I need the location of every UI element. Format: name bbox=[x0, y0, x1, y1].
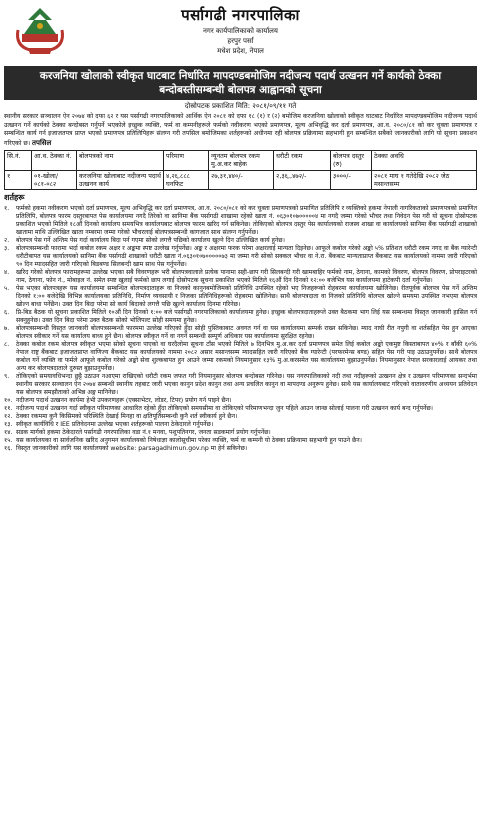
condition-text: ठेक्का कबोल रकम बोलपत्र स्वीकृत भएमा सोको सूचना पाएको वा घरदैलोमा सूचना टाँस भएको मितिले ७ दिनभित्र मु.अ.कर दर्ता प्रमाणपत्र समेत लिई कबोल अङ्को एकमुष्ट किस्ताबापत ४०% र बाँकी ६०% नेपाल राष्ट्र बैंकबाट इजाजतप्राप्त वाणिज्य बैंकबाट यस कार्यालयको नाममा २०८२ असार मसान्तसम्म म्यादसहित जारी गरिएको बैंक ग्यारेन्टी (परफरमेन्स बण्ड) सहित पेस गरी पाइ उठाउनुपर्नेछ। साथै बोलपत्र कबोल गर्ने व्यक्ति वा फर्मले आफूले कबोल गरेको अङ्को सेवा शुल्कबापत हुन आउने जम्मा रकमको नियमानुसार १३% मु.अ.करसमेत यस कार्यालयमा बुझाउनुपर्नेछ। नियमानुसार नेपाल सरकारलाई आयकर तथा अन्य कर बोलपत्रदाताले दुरुस्त बुझाउनुपर्नेछ। bbox=[16, 340, 477, 372]
condition-text: बोलपत्र पेस गर्ने अन्तिम पेस गर्दा कार्यालय बिदा पर्न गएमा सोको लगत्तै पछिको कार्यालय खुल्ने दिन उल्लिखित कार्य हुनेछ। bbox=[16, 236, 285, 244]
condition-item bbox=[4, 285, 477, 309]
table-header: सि.नं. bbox=[5, 150, 32, 170]
office-address: हरपुर पर्सा bbox=[227, 36, 254, 45]
table-cell: करजनिया खोलाबाट नदीजन्य पदार्थ उत्खनन कार्य bbox=[77, 170, 164, 190]
condition-number: ७. bbox=[4, 324, 10, 332]
table-cell: ४,२६,८८८ घनफिट bbox=[164, 170, 209, 190]
condition-text: सडक मार्गको हकमा ठेकेदारले पर्सागढी नगरपालिका वडा नं.१ मनवा, पशुपतिनगर, जनता सडकमार्ग प्रयोग गर्नुपर्नेछ। bbox=[16, 428, 271, 436]
office-province: मधेश प्रदेश, नेपाल bbox=[217, 46, 264, 55]
condition-item bbox=[4, 237, 477, 245]
table-cell: २,३६,,४७२/- bbox=[274, 170, 331, 190]
table-header: धरौटी रकम bbox=[274, 150, 331, 170]
condition-number: ५. bbox=[4, 284, 10, 292]
table-cell: ०१-खोला/०८१-०८२ bbox=[32, 170, 77, 190]
condition-item bbox=[4, 325, 477, 341]
table-cell: २७,३१,४४०/- bbox=[209, 170, 274, 190]
condition-item bbox=[4, 341, 477, 373]
condition-number: १०. bbox=[4, 396, 13, 404]
condition-text: प्रि-बिड बैठक यो सूचना प्रकाशित मितिले १०औं दिन दिनको १:०० बजे पर्सागढी नगरपालिकाको कार्यालयमा हुनेछ। इच्छुक बोलपत्रदाताहरूले उक्त बैठकमा भाग लिई यस सम्बन्धमा विस्तृत जानकारी हासिल गर्न सक्नुहुनेछ। उक्त दिन बिदा परेमा उक्त बैठक सोको भोलिपल्ट सोही समयमा हुनेछ। bbox=[16, 308, 477, 324]
intro-paragraph bbox=[4, 113, 477, 148]
tapasil-label: तपसिल bbox=[32, 138, 52, 147]
condition-text: खरिद गरेको बोलपत्र फारामहरूमा उल्लेख भएका सबै विवरणहरू भरी बोलपत्रवालाले प्रत्येक पानामा सही-छाप गरी सिलबन्दी गरी खामबाहिर फर्मको नाम, ठेगाना, कामको विवरण, बोलपत्र विवरण, प्रोपराइटरको नाम, ठेगाना, फोन नं., मोबाइल नं. समेत स्पष्ट खुलाई फर्मको छाप लगाई दोस्रोपटक सूचना प्रकाशित भएको मितिले १६औं दिन दिनको १२:०० बजेभित्र यस कार्यालयमा हाटेकपी दर्ता गर्नुपर्नेछ। bbox=[16, 268, 477, 284]
condition-item bbox=[4, 429, 477, 437]
table-header: परिमाण bbox=[164, 150, 209, 170]
table-header-row bbox=[5, 150, 477, 170]
condition-item bbox=[4, 309, 477, 325]
condition-text: स्वीकृत कार्यविधि र IEE प्रतिवेदनमा उल्लेख भएका शर्तहरूको पालना ठेकेदारले गर्नुपर्नेछ। bbox=[16, 420, 214, 428]
condition-item bbox=[4, 245, 477, 269]
nepal-emblem-icon bbox=[12, 4, 68, 56]
condition-number: ४. bbox=[4, 268, 10, 276]
publication-date: दोस्रोपटक प्रकाशित मिति: २०८१/०९/११ गते bbox=[184, 102, 297, 111]
page-title: पर्सागढी नगरपालिका bbox=[181, 6, 300, 24]
notice-page bbox=[4, 0, 477, 824]
condition-number: १२. bbox=[4, 412, 13, 420]
condition-number: ११. bbox=[4, 404, 13, 412]
condition-number: १४. bbox=[4, 428, 13, 436]
condition-item bbox=[4, 413, 477, 421]
condition-item bbox=[4, 405, 477, 413]
condition-number: २. bbox=[4, 236, 10, 244]
table-row bbox=[5, 170, 477, 190]
table-header: बोलपत्र दस्तुर (रु) bbox=[331, 150, 372, 170]
conditions-list bbox=[4, 205, 477, 453]
condition-number: ८. bbox=[4, 340, 10, 348]
table-cell: २०८१ माघ १ गतेदेखि २०८२ जेठ मसान्तसम्म bbox=[372, 170, 477, 190]
condition-text: ठेक्का रकममा कुनै किसिमको परिस्थिति देखाई मिनहा वा क्षतिपूर्तिसम्बन्धी कुनै शर्त स्वीकार्य हुने छैन। bbox=[16, 412, 238, 420]
condition-text: यस कार्यालयका वा सार्वजनिक खरिद अनुगमन कार्यालयको निषेधाज्ञा कालोसूचीमा परेका व्यक्ति, फर्म वा कम्पनी यो ठेक्का प्रक्रियामा सहभागी हुन पाउने छैन। bbox=[16, 436, 362, 444]
condition-item bbox=[4, 445, 477, 453]
condition-number: १६. bbox=[4, 444, 13, 452]
table-header: आ.व. ठेक्का नं. bbox=[32, 150, 77, 170]
condition-number: १. bbox=[4, 204, 10, 212]
intro-text: स्थानीय सरकार सञ्चालन ऐन २०७४ को दफा ६२ र यस पर्सागढी नगरपालिकाको आर्थिक ऐन २०८१ को दफा १८ (१) र (२) बमोजिम करजनिया खोलाको स्वीकृत घाटबाट निर्धारित मापदण्डबमोजिम नदीजन्य पदार्थ उत्खनन गर्ने कार्यको ठेक्का बन्दोबस्त गर्नुपर्ने भएकोले इच्छुक व्यक्ति, फर्म वा कम्पनीहरूले फर्मको नवीकरण भएको प्रमाणपत्र, मूल्य अभिवृद्धि कर दर्ता प्रमाणपत्र, आ.व. २०८०/८१ को कर चुक्ता प्रमाणपत्र र सम्बन्धित कार्य गर्न इजाजतपत्र प्राप्त भएको प्रमाणपत्र प्रतिलिपिहरू संलग्न गरी तपसिल बमोजिमका शर्तहरूको अधीनमा रही बोलपत्र प्रक्रियामा सहभागी हुन सम्बन्धित सबैको जानकारीको लागि यो सूचना प्रकाशन गरिएको छ। bbox=[4, 113, 477, 147]
condition-text: नदीजन्य पदार्थ उत्खनन कार्यमा हेभी उपकरणहरू (एक्साभेटर, लोडर, टिपर) प्रयोग गर्न पाइने छैन। bbox=[16, 396, 232, 404]
condition-item bbox=[4, 437, 477, 445]
condition-item bbox=[4, 421, 477, 429]
notice-banner: करजनिया खोलाको स्वीकृत घाटबाट निर्धारित मापदण्डबमोजिम नदीजन्य पदार्थ उत्खनन गर्ने कार्यको ठेक्का बन्दोबस्तीसम्बन्धी बोलपत्र आह्वानको सूचना bbox=[4, 66, 477, 100]
condition-text: विस्तृत जानकारीको लागि यस कार्यालयको website: parsagadhimun.gov.np मा हेर्न सकिनेछ। bbox=[16, 444, 248, 452]
condition-item bbox=[4, 205, 477, 237]
table-cell: १ bbox=[5, 170, 32, 190]
office-name: नगर कार्यपालिकाको कार्यालय bbox=[203, 26, 278, 35]
condition-text: बोलपत्रसम्बन्धी विस्तृत जानकारी बोलपत्रसम्बन्धी फारममा उल्लेख गरिएको हुँदा सोही पुस्तिकाबाट अवगत गर्न वा यस कार्यालयमा सम्पर्क राख्न सकिनेछ। म्याद नाघी रीत नपुगी वा शर्तसहित पेस हुन आएका बोलपत्र स्वीकार गर्ने यस कार्यालय बाध्य हुने छैन। बोलपत्र स्वीकृत गर्ने वा नगर्ने सम्बन्धी सम्पूर्ण अधिकार यस कार्यालयमा सुरक्षित रहनेछ। bbox=[16, 324, 477, 340]
condition-number: ३. bbox=[4, 244, 10, 252]
condition-text: पेस भएका बोलपत्रहरू यस कार्यालयमा सम्बन्धित बोलपत्रदाताहरू वा निजको कानुनबमोजिमको प्रतिनिधि उपस्थित रहेको भए निजहरूको रोहबरमा कार्यालयमा खोलिनेछ। रीतपूर्वक बोलपत्र पेस गर्ने अन्तिम दिनको १:०० बजेदेखि विभिन्न कार्यालयका प्रतिनिधि, निर्माण व्यवसायी र निजका प्रतिनिधिहरूको रोहबरमा खोलिनेछ। साथै बोलपत्रदाता वा निजको प्रतिनिधि बोलपत्र खोल्ने समयमा उपस्थित नभएमा बोलपत्र खोल्न बाधा पर्नेछैन। उक्त दिन बिदा परेमा सो कार्य बिदाको लगत्तै पछि खुल्ने कार्यालय दिनमा गरिनेछ। bbox=[16, 284, 477, 308]
condition-number: ६. bbox=[4, 308, 10, 316]
conditions-heading: शर्तहरू bbox=[4, 193, 25, 203]
table-cell: ३०००/- bbox=[331, 170, 372, 190]
condition-item bbox=[4, 373, 477, 397]
table-header: न्यूनतम बोलपत्र रकम मु.अ.कर बाहेक bbox=[209, 150, 274, 170]
table-header: ठेक्का अवधि bbox=[372, 150, 477, 170]
condition-number: १३. bbox=[4, 420, 13, 428]
condition-text: तोकिएको समयावधिभन्दा छुट्टै उठाउन नआएमा राखिएको धरौटी रकम जफत गरी नियमानुसार बोलपत्र बन्दोबस्त गरिनेछ। यस नगरपालिकाको नदी तथा नदीहरूको उत्खनन क्षेत्र र उत्खनन परिमाणका सन्दर्भमा स्थानीय सरकार सञ्चालन ऐन २०७४ सम्बन्धी स्थानीय तहबाट जारी भएका कानुन प्रदेश कानुन तथा अन्य प्रचलित कानुन वा मापदण्ड अनुरूप हुनेछ। साथै यस कार्यालयबाट गरिएको वातावरणीय अध्ययन प्रतिवेदन यस बोलपत्र समझौताको अभिन्न अङ्ग मानिनेछ। bbox=[16, 372, 477, 396]
header bbox=[4, 0, 477, 64]
condition-item bbox=[4, 397, 477, 405]
condition-text: बोलपत्रसम्बन्धी फारामा भर्दा कबोल रकम अक्षर र अङ्कमा स्पष्ट उल्लेख गर्नुपर्नेछ। अङ्क र अक्षरमा फरक परेमा अक्षरलाई मान्यता दिइनेछ। आफूले कबोल गरेको अङ्को ५% प्रतिशत धरौटी रकम नगद वा बैंक ग्यारेन्टी धरौटीबापत यस कार्यालयको सानिमा बैंक पर्सागढी शाखाको धरौटी खाता नं.०६३०१०७०००००७३ मा जम्मा गरी सोको सक्कल भौचर वा ने.रा. बैंकबाट मान्यताप्राप्त बैंकबाट यस कार्यालयको नाममा जारी गरिएको ९० दिन म्यादसहित जारी गरिएको बिडबण्ड सिलबन्दी खाम साथ पेस गर्नुपर्नेछ। bbox=[16, 244, 477, 268]
condition-item bbox=[4, 269, 477, 285]
condition-text: फर्मको हकमा नवीकरण भएको दर्ता प्रमाणपत्र, मूल्य अभिवृद्धि कर दर्ता प्रमाणपत्र, आ.व. २०८०/०८१ को कर चुक्ता प्रमाणपत्रको प्रमाणित प्रतिलिपि र व्यक्तिको हकमा नेपाली नागरिकताको प्रमाणपत्रको प्रमाणित प्रतिलिपि, बोलपत्र फारम दस्तुरबापत पेस कार्यालयमा नगदै तिरेको वा सानिमा बैंक पर्सागढी शाखामा रहेको खाता नं. ०६३०१०७०००००४ मा नगदै जम्मा गरेको भौचर तथा निवेदन पेस गरी यो सूचना दोस्रोपटक प्रकाशित भएको मितिले १८औं दिनको कार्यालय समयभित्र कार्यालयबाट बोलपत्र फारम खरिद गर्न सकिनेछ। तोकिएको बोलपत्र दस्तुर पेस कार्यालयको राजस्व शाखा वा कार्यालयको सानिमा बैंक पर्सागढी शाखाको खातामा माथि उल्लिखित खाता नम्बरमा जम्मा गरेको भौचरलाई बोलपत्रसम्बन्धी कागजात साथ संलग्न गर्नुपर्नेछ। bbox=[16, 204, 477, 236]
condition-number: १५. bbox=[4, 436, 13, 444]
condition-number: ९. bbox=[4, 372, 10, 380]
tender-table bbox=[4, 150, 477, 190]
table-header: बोलपत्रको नाम bbox=[77, 150, 164, 170]
condition-text: नदीजन्य पदार्थ उत्खनन गर्दा स्वीकृत परिमाणका आधारित रहेको हुँदा तोकिएको समयसीमा वा तोकिएको परिमाणभन्दा जुन पहिले आउन जान्छ सोलाई पालना गरी उत्खनन कार्य बन्द गर्नुपर्नेछ। bbox=[16, 404, 434, 412]
